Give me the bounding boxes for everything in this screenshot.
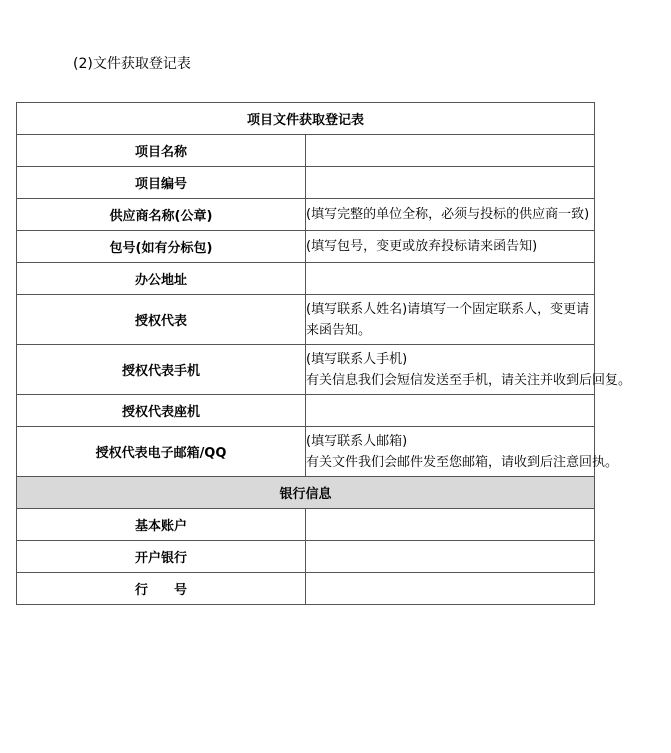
table-row xyxy=(17,573,595,605)
rep-mobile-hint: (填写联系人手机) xyxy=(306,351,408,367)
basic-account-field[interactable] xyxy=(306,509,595,541)
project-name-field[interactable] xyxy=(306,135,595,167)
bank-name-field[interactable] xyxy=(306,541,595,573)
bank-section-row xyxy=(17,477,595,509)
supplier-name-hint: (填写完整的单位全称，必须与投标的供应商一致) xyxy=(306,207,590,222)
row-label-package-number: 包号(如有分标包) xyxy=(17,231,306,263)
table-row xyxy=(17,427,595,477)
supplier-name-field[interactable] xyxy=(306,199,595,231)
row-label-rep-email: 授权代表电子邮箱/QQ xyxy=(17,427,306,477)
row-label-supplier-name: 供应商名称(公章) xyxy=(17,199,306,231)
table-row xyxy=(17,135,595,167)
rep-email-hint: (填写联系人邮箱) xyxy=(306,433,408,449)
table-title: 项目文件获取登记表 xyxy=(17,103,595,135)
table-row xyxy=(17,199,595,231)
row-label-office-address: 办公地址 xyxy=(17,263,306,295)
row-label-authorized-rep: 授权代表 xyxy=(17,295,306,345)
row-label-bank-name: 开户银行 xyxy=(17,541,306,573)
project-number-field[interactable] xyxy=(306,167,595,199)
table-row xyxy=(17,295,595,345)
section-heading: (2)文件获取登记表 xyxy=(73,56,191,72)
package-number-hint: (填写包号，变更或放弃投标请来函告知) xyxy=(306,239,538,254)
table-row xyxy=(17,167,595,199)
registration-table xyxy=(16,102,632,605)
table-row xyxy=(17,541,595,573)
bank-code-field[interactable] xyxy=(306,573,595,605)
rep-email-note: 有关文件我们会邮件发至您邮箱，请收到后注意回执。 xyxy=(306,454,619,470)
table-row xyxy=(17,509,595,541)
authorized-rep-field[interactable] xyxy=(306,295,595,345)
table-row xyxy=(17,395,595,427)
row-label-basic-account: 基本账户 xyxy=(17,509,306,541)
row-label-rep-mobile: 授权代表手机 xyxy=(17,345,306,395)
rep-mobile-note: 有关信息我们会短信发送至手机，请关注并收到后回复。 xyxy=(306,372,632,388)
rep-email-field[interactable] xyxy=(306,427,619,477)
row-label-project-name: 项目名称 xyxy=(17,135,306,167)
table-title-row xyxy=(17,103,595,135)
rep-mobile-field[interactable] xyxy=(306,345,632,395)
row-label-rep-landline: 授权代表座机 xyxy=(17,395,306,427)
row-label-bank-code: 行 号 xyxy=(17,573,306,605)
authorized-rep-hint: (填写联系人姓名)请填写一个固定联系人，变更请来函告知。 xyxy=(306,301,590,338)
package-number-field[interactable] xyxy=(306,231,595,263)
row-label-project-number: 项目编号 xyxy=(17,167,306,199)
bank-section-title: 银行信息 xyxy=(17,477,595,509)
table-row xyxy=(17,231,595,263)
rep-landline-field[interactable] xyxy=(306,395,595,427)
table-row xyxy=(17,263,595,295)
office-address-field[interactable] xyxy=(306,263,595,295)
table-row xyxy=(17,345,595,395)
